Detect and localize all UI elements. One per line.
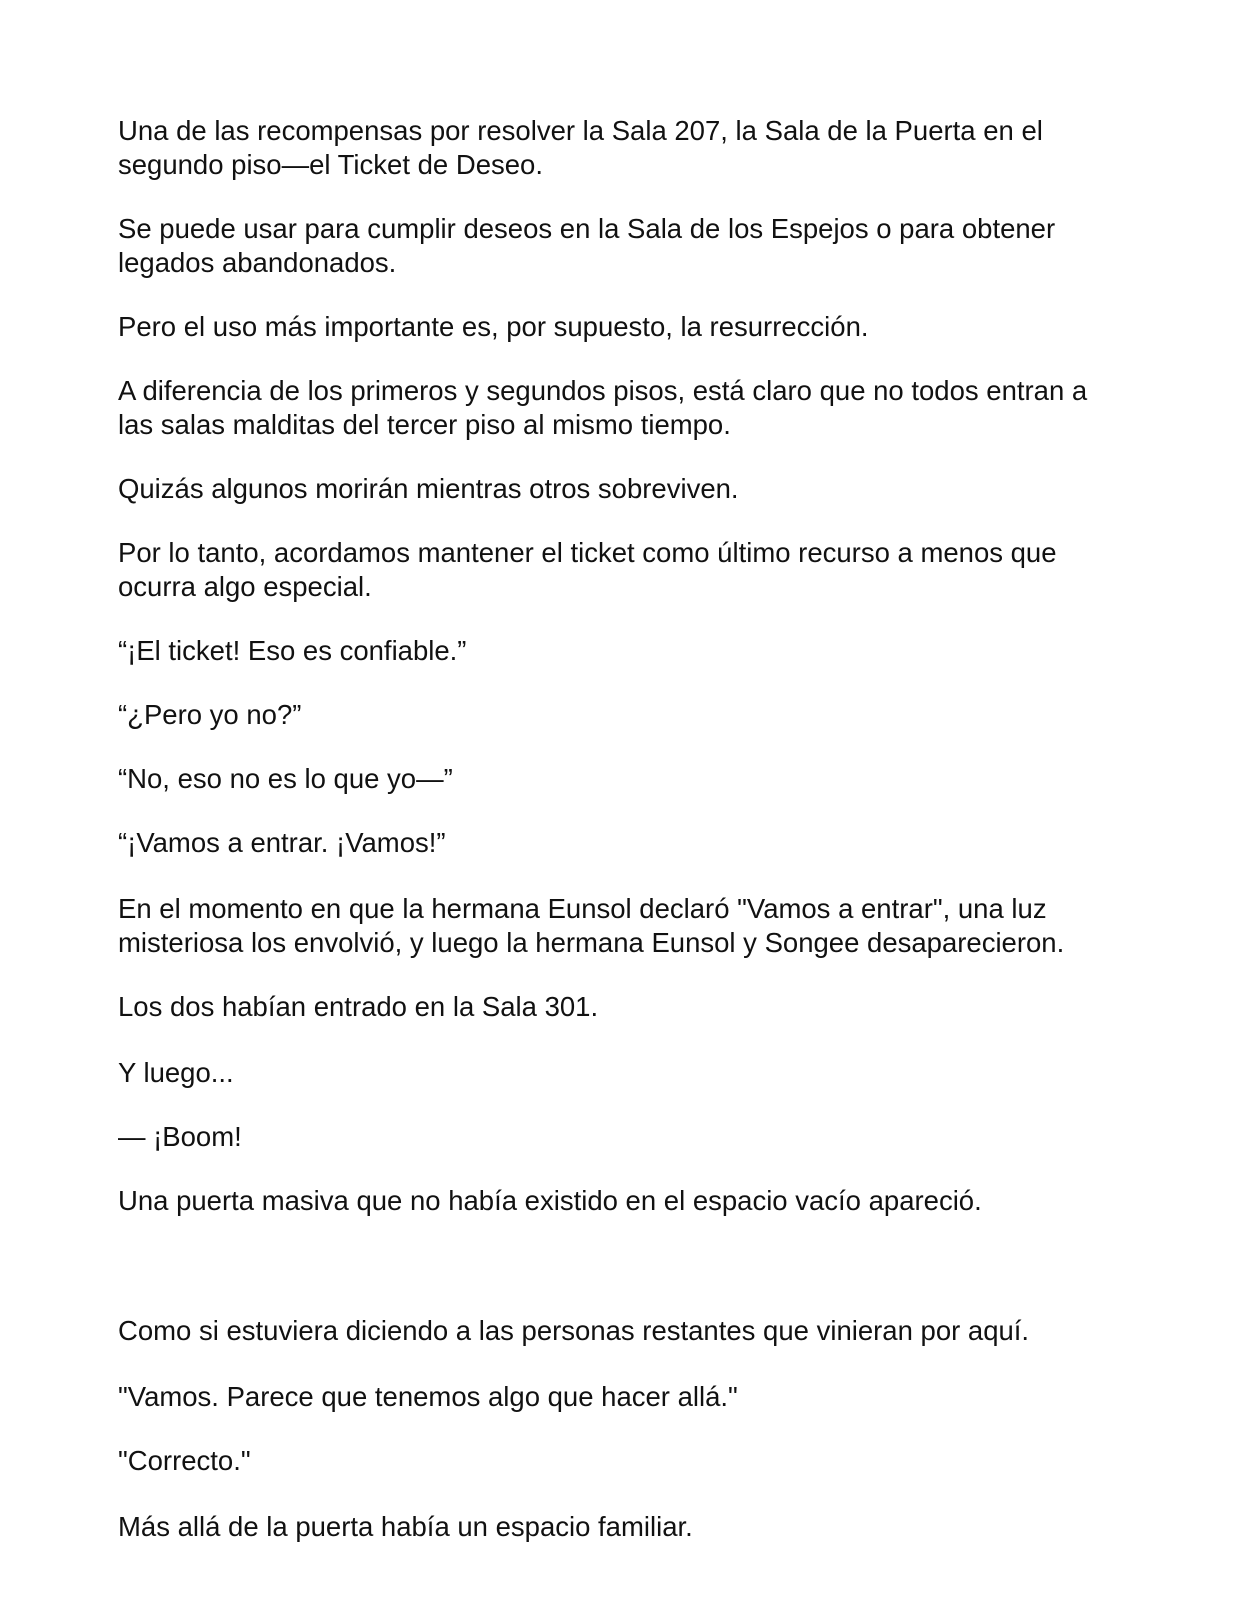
paragraph-11: En el momento en que la hermana Eunsol declaró "Vamos a entrar", una luz misteriosa los envolvió, y luego la hermana Eunsol y Songee desaparecieron. xyxy=(118,893,1065,958)
paragraph-18: "Correcto." xyxy=(118,1445,251,1476)
paragraph-7: “¡El ticket! Eso es confiable.” xyxy=(118,635,467,666)
paragraph-12: Los dos habían entrado en la Sala 301. xyxy=(118,991,599,1022)
paragraph-6: Por lo tanto, acordamos mantener el ticket como último recurso a menos que ocurra algo especial. xyxy=(118,537,1057,602)
paragraph-2: Se puede usar para cumplir deseos en la Sala de los Espejos o para obtener legados abandonados. xyxy=(118,213,1056,278)
paragraph-13: Y luego... xyxy=(118,1057,234,1088)
paragraph-8: “¿Pero yo no?” xyxy=(118,699,302,730)
paragraph-9: “No, eso no es lo que yo—” xyxy=(118,763,453,794)
paragraph-3: Pero el uso más importante es, por supuesto, la resurrección. xyxy=(118,311,869,342)
paragraph-17: "Vamos. Parece que tenemos algo que hacer allá." xyxy=(118,1381,738,1412)
paragraph-14: — ¡Boom! xyxy=(118,1121,242,1152)
paragraph-19: Más allá de la puerta había un espacio familiar. xyxy=(118,1511,693,1542)
paragraph-15: Una puerta masiva que no había existido en el espacio vacío apareció. xyxy=(118,1185,982,1216)
paragraph-1: Una de las recompensas por resolver la Sala 207, la Sala de la Puerta en el segundo piso—el Ticket de Deseo. xyxy=(118,115,1043,180)
paragraph-4: A diferencia de los primeros y segundos pisos, está claro que no todos entran a las salas malditas del tercer piso al mismo tiempo. xyxy=(118,375,1088,440)
paragraph-5: Quizás algunos morirán mientras otros sobreviven. xyxy=(118,473,739,504)
paragraph-16: Como si estuviera diciendo a las personas restantes que vinieran por aquí. xyxy=(118,1315,1030,1346)
paragraph-10: “¡Vamos a entrar. ¡Vamos!” xyxy=(118,827,446,858)
